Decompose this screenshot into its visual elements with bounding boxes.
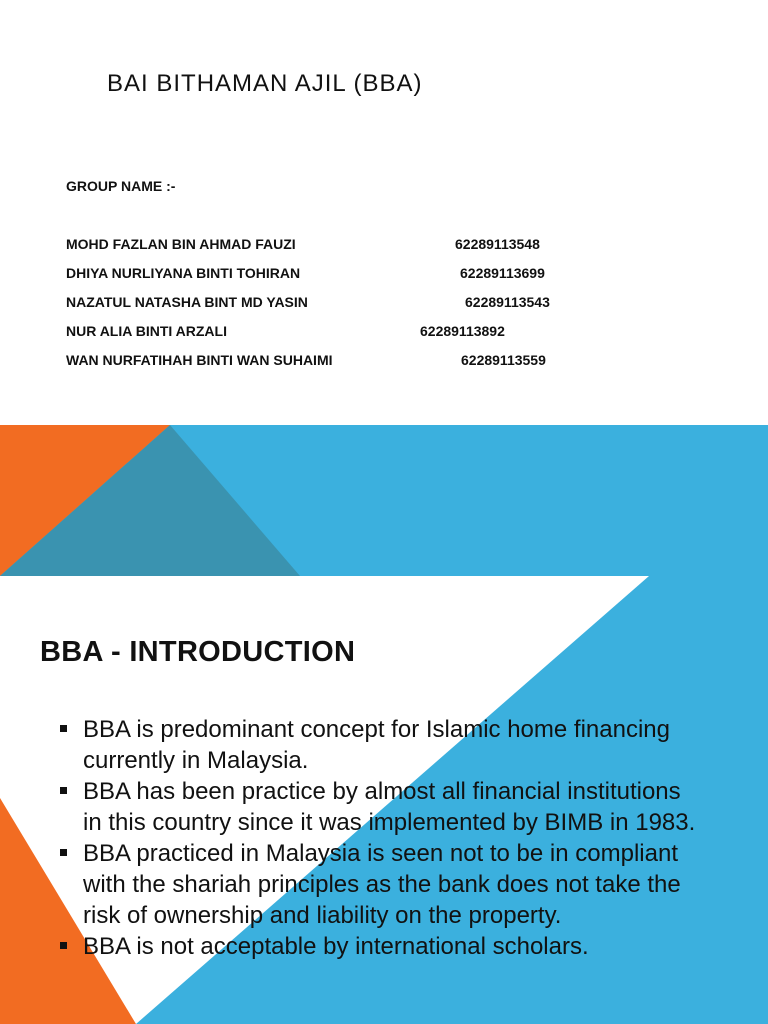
bullet-text: BBA is not acceptable by international scholars. <box>83 933 589 960</box>
member-name: WAN NURFATIHAH BINTI WAN SUHAIMI <box>66 352 333 368</box>
bullet-text: BBA practiced in Malaysia is seen not to be in compliant with the shariah principles as the bank does not take the risk of ownership and liability on the property. <box>83 840 681 929</box>
group-name-label: GROUP NAME :- <box>66 178 176 194</box>
bullet-item <box>60 931 700 962</box>
bullet-text: BBA has been practice by almost all financial institutions in this country since it was implemented by BIMB in 1983. <box>83 778 696 836</box>
title-slide <box>0 0 768 425</box>
member-id: 62289113699 <box>460 265 545 281</box>
band-background-graphic <box>0 425 768 576</box>
bullet-square-icon <box>60 787 67 794</box>
member-name: NUR ALIA BINTI ARZALI <box>66 323 227 339</box>
member-id: 62289113543 <box>465 294 550 310</box>
bullet-item <box>60 838 700 931</box>
bullet-square-icon <box>60 942 67 949</box>
introduction-slide <box>0 576 768 1024</box>
member-id: 62289113548 <box>455 236 540 252</box>
bullet-item <box>60 714 700 776</box>
member-name: DHIYA NURLIYANA BINTI TOHIRAN <box>66 265 301 281</box>
bullet-square-icon <box>60 849 67 856</box>
slide-title: BAI BITHAMAN AJIL (BBA) <box>107 70 423 97</box>
member-id: 62289113559 <box>461 352 546 368</box>
bullet-square-icon <box>60 725 67 732</box>
member-name: NAZATUL NATASHA BINT MD YASIN <box>66 294 308 310</box>
bullet-item <box>60 776 700 838</box>
slide-title: BBA - INTRODUCTION <box>40 636 356 668</box>
member-name: MOHD FAZLAN BIN AHMAD FAUZI <box>66 236 296 252</box>
decorative-band <box>0 425 768 576</box>
bullet-text: BBA is predominant concept for Islamic home financing currently in Malaysia. <box>83 716 670 774</box>
member-id: 62289113892 <box>420 323 505 339</box>
bullet-list <box>60 714 700 962</box>
